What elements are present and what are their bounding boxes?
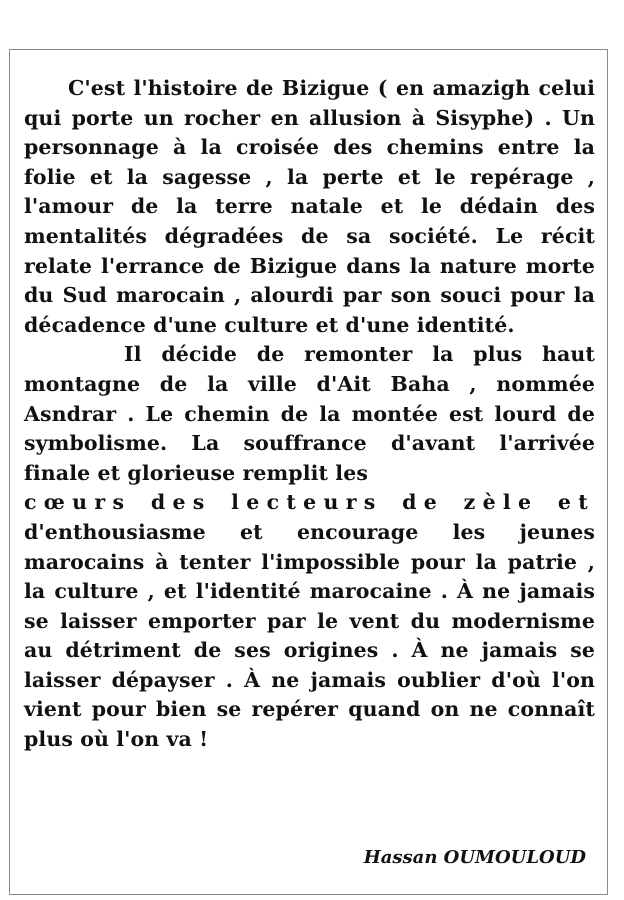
text-body <box>24 74 595 755</box>
paragraph-2-spaced-line: cœurs des lecteurs de zèle et <box>24 490 595 515</box>
author-signature: Hassan OUMOULOUD <box>363 847 586 868</box>
paragraph-1: C'est l'histoire de Bizigue ( en amazigh celui qui porte un rocher en allusion à Sisyphe) . Un personnage à la croisée des chemins entre la folie et la sagesse , la perte et le repérage , l'amour de la terre natale et le dédain des mentalités dégradées de sa société. Le récit relate l'errance de Bizigue dans la nature morte du Sud marocain , alourdi par son souci pour la décadence d'une culture et d'une identité. <box>24 76 595 337</box>
paragraph-2-end: d'enthousiasme et encourage les jeunes marocains à tenter l'impossible pour la patrie , la culture , et l'identité marocaine . À ne jamais se laisser emporter par le vent du modernisme au détriment de ses origines . À ne jamais se laisser dépayser . À ne jamais oublier d'où l'on vient pour bien se repérer quand on ne connaît plus où l'on va ! <box>24 519 595 752</box>
paragraph-2-start: Il décide de remonter la plus haut montagne de la ville d'Ait Baha , nommée Asndrar . Le chemin de la montée est lourd de symbolisme. La souffrance d'avant l'arrivée finale et glorieuse remplit les <box>24 342 595 485</box>
